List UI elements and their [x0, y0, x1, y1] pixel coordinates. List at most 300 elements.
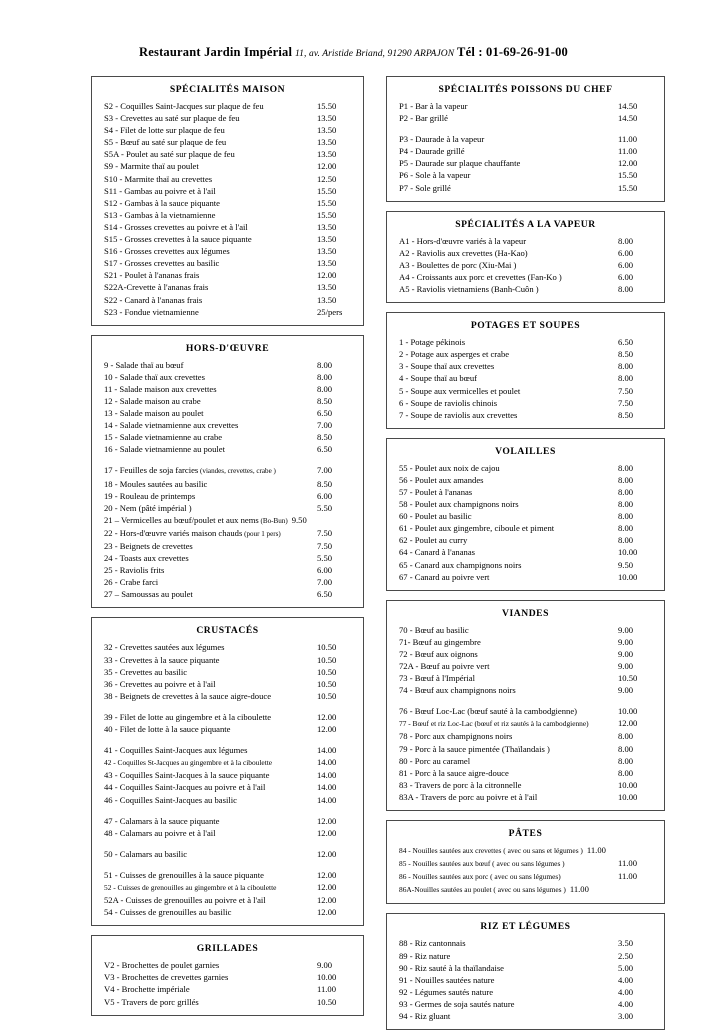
menu-item-price: 10.50: [317, 996, 337, 1007]
menu-item-row: [100, 100, 355, 112]
menu-item-row: [100, 983, 355, 995]
menu-item-price: 15.50: [317, 101, 337, 111]
menu-item-label: 16 - Salade vietnamienne au poulet: [104, 444, 225, 455]
menu-item-row: [395, 100, 656, 112]
menu-item-label: S5A - Poulet au saté sur plaque de feu: [104, 149, 235, 160]
menu-item-label: 18 - Moules sautées au basilic: [104, 478, 208, 489]
menu-item-label: 86 - Nouilles sautées aux porc ( avec ou sans légumes): [399, 872, 561, 882]
menu-item-label: 41 - Coquilles Saint-Jacques aux légumes: [104, 745, 248, 756]
menu-item-row: [395, 779, 656, 791]
menu-item-price: 8.00: [317, 359, 333, 370]
menu-item-row: [395, 112, 656, 124]
menu-item-price: 8.00: [317, 383, 333, 394]
menu-item-label: S17 - Grosses crevettes au basilic: [104, 258, 220, 269]
menu-item-row: [100, 690, 355, 702]
menu-item-price: 9.00: [618, 624, 634, 635]
menu-item-price: 12.00: [317, 869, 337, 880]
menu-item-row: [100, 359, 355, 371]
menu-item-label: 26 - Crabe farci: [104, 577, 159, 588]
menu-item-price: 9.50: [291, 514, 307, 525]
menu-item-price: 10.00: [317, 972, 337, 983]
menu-item-row: [100, 906, 355, 918]
menu-item-price: 8.00: [618, 361, 634, 372]
menu-item-row: [100, 815, 355, 827]
menu-item-price: 8.00: [618, 731, 634, 742]
menu-item-row: [100, 124, 355, 136]
menu-item-row: [395, 360, 656, 372]
menu-item-group: [395, 937, 656, 1022]
menu-item-price: 15.50: [618, 182, 638, 193]
menu-item-name: [395, 730, 612, 742]
menu-item-name: [395, 462, 612, 474]
menu-item-name: [100, 136, 311, 148]
menu-item-price: 8.00: [618, 373, 634, 384]
menu-section-specialites-a-la-vapeur: [386, 211, 665, 303]
menu-item-price: 14.50: [618, 101, 638, 111]
menu-item-name: [395, 360, 612, 372]
menu-item-row: [395, 684, 656, 696]
section-title: GRILLADES: [196, 943, 259, 955]
menu-item-label: 22 - Hors-d'œuvre variés maison chauds: [104, 527, 243, 538]
menu-item-name: [395, 259, 612, 271]
menu-item-name: [100, 906, 311, 918]
menu-item-price: 8.00: [618, 755, 634, 766]
menu-item-row: [395, 636, 656, 648]
menu-item-label: V2 - Brochettes de poulet garnies: [104, 960, 220, 971]
menu-item-group: [395, 462, 656, 583]
menu-item-label: 39 - Filet de lotte au gingembre et à la ciboulette: [104, 711, 272, 722]
menu-item-row: [395, 962, 656, 974]
menu-item-row: [395, 157, 656, 169]
menu-item-price: 13.50: [317, 137, 337, 148]
menu-item-name: [100, 464, 311, 477]
menu-item-row: [395, 870, 656, 883]
menu-item-price: 12.00: [317, 724, 337, 735]
menu-item-row: [395, 271, 656, 283]
menu-item-name: [395, 247, 612, 259]
menu-item-label: 78 - Porc aux champignons noirs: [399, 731, 513, 742]
menu-item-price: 7.50: [317, 527, 333, 538]
menu-item-name: [100, 894, 311, 906]
menu-item-price: 15.50: [317, 209, 337, 220]
menu-item-name: [395, 871, 612, 883]
menu-item-name: [395, 409, 612, 421]
menu-item-name: [100, 794, 311, 806]
menu-item-row: [395, 624, 656, 636]
menu-section-riz-et-legumes: [386, 913, 665, 1030]
menu-item-label: 51 - Cuisses de grenouilles à la sauce piquante: [104, 869, 264, 880]
menu-item-name: [395, 522, 612, 534]
menu-item-name: [100, 294, 311, 306]
menu-item-price: 8.50: [317, 478, 333, 489]
menu-item-row: [100, 552, 355, 564]
menu-item-name: [395, 157, 612, 169]
menu-item-row: [100, 781, 355, 793]
menu-item-label: 44 - Coquilles Saint-Jacques au poivre et à l'ail: [104, 782, 266, 793]
menu-item-row: [395, 182, 656, 194]
menu-item-label: 19 - Rouleau de printemps: [104, 490, 196, 501]
menu-item-price: 6.50: [317, 408, 333, 419]
menu-item-price: 6.50: [317, 589, 333, 600]
menu-item-row: [100, 502, 355, 514]
menu-item-label: S4 - Filet de lotte sur plaque de feu: [104, 125, 225, 136]
menu-item-label: S13 - Gambas à la vietnamienne: [104, 209, 216, 220]
menu-item-price: 3.50: [618, 938, 634, 949]
menu-item-row: [395, 571, 656, 583]
menu-item-row: [100, 306, 355, 318]
menu-item-label: 61 - Poulet aux gingembre, ciboule et piment: [399, 523, 555, 534]
menu-item-label: 36 - Crevettes au poivre et à l'ail: [104, 678, 216, 689]
menu-item-group: [395, 705, 656, 803]
menu-item-name: [395, 858, 612, 870]
menu-item-row: [100, 419, 355, 431]
menu-item-label: S22 - Canard à l'ananas frais: [104, 294, 203, 305]
menu-item-name: [100, 588, 311, 600]
menu-item-price: 14.00: [317, 782, 337, 793]
menu-item-label: A3 - Boulettes de porc (Xiu-Mai ): [399, 259, 517, 270]
menu-item-name: [100, 711, 311, 723]
menu-item-name: [395, 950, 612, 962]
menu-item-label: 83 - Travers de porc à la citronnelle: [399, 779, 522, 790]
menu-item-price: 8.00: [618, 499, 634, 510]
menu-item-label: S12 - Gambas à la sauce piquante: [104, 197, 220, 208]
menu-item-label: 92 - Légumes sautés nature: [399, 986, 494, 997]
menu-item-row: [100, 894, 355, 906]
menu-item-price: 2.50: [618, 950, 634, 961]
menu-item-name: [100, 490, 311, 502]
menu-item-price: 8.00: [317, 371, 333, 382]
menu-item-row: [395, 534, 656, 546]
menu-item-label: P3 - Daurade à la vapeur: [399, 134, 485, 145]
menu-item-row: [100, 269, 355, 281]
menu-item-row: [100, 756, 355, 769]
menu-item-name: [100, 971, 311, 983]
menu-item-name: [395, 937, 612, 949]
menu-item-price: 11.00: [569, 884, 589, 895]
section-title: RIZ ET LÉGUMES: [480, 921, 571, 933]
menu-item-row: [100, 769, 355, 781]
menu-item-row: [100, 959, 355, 971]
menu-item-label: 1 - Potage pékinois: [399, 337, 466, 348]
menu-item-name: [100, 221, 311, 233]
menu-item-name: [395, 112, 612, 124]
menu-item-name: [100, 666, 311, 678]
menu-item-price: 7.00: [317, 577, 333, 588]
menu-item-label: 58 - Poulet aux champignons noirs: [399, 499, 519, 510]
menu-item-name: [100, 848, 311, 860]
menu-item-price: 8.00: [618, 474, 634, 485]
menu-item-row: [100, 641, 355, 653]
menu-item-price: 15.50: [317, 185, 337, 196]
menu-item-row: [100, 564, 355, 576]
menu-item-row: [100, 281, 355, 293]
menu-item-label: 55 - Poulet aux noix de cajou: [399, 462, 500, 473]
menu-item-price: 6.50: [317, 444, 333, 455]
menu-item-name: [100, 269, 311, 281]
menu-item-label: A1 - Hors-d'œuvre variés à la vapeur: [399, 235, 527, 246]
menu-item-price: 8.00: [618, 767, 634, 778]
menu-item-row: [100, 478, 355, 490]
menu-item-price: 13.50: [317, 234, 337, 245]
menu-item-row: [100, 431, 355, 443]
menu-item-price: 10.00: [618, 779, 638, 790]
menu-item-row: [100, 464, 355, 477]
menu-item-name: [395, 100, 612, 112]
menu-item-group: [100, 848, 355, 860]
menu-item-price: 4.00: [618, 986, 634, 997]
menu-item-name: [395, 145, 612, 157]
menu-item-price: 7.50: [618, 385, 634, 396]
menu-item-name: [100, 281, 311, 293]
menu-item-row: [395, 937, 656, 949]
menu-item-price: 8.50: [618, 349, 634, 360]
menu-item-label: 72A - Bœuf au poivre vert: [399, 661, 490, 671]
menu-item-row: [100, 173, 355, 185]
menu-item-label: 70 - Bœuf au basilic: [399, 624, 469, 635]
menu-item-group: [395, 336, 656, 421]
menu-item-name: [395, 672, 612, 684]
menu-item-row: [100, 794, 355, 806]
menu-item-row: [395, 755, 656, 767]
menu-item-price: 13.50: [317, 113, 337, 124]
menu-item-label: A2 - Raviolis aux crevettes (Ha-Kao): [399, 247, 528, 258]
menu-item-row: [395, 974, 656, 986]
menu-item-label: 80 - Porc au caramel: [399, 755, 471, 766]
menu-section-pates: [386, 820, 665, 904]
section-title: SPÉCIALITÉS POISSONS DU CHEF: [438, 84, 613, 95]
menu-item-label: 83A - Travers de porc au poivre et à l'ail: [399, 791, 538, 802]
menu-item-label: 14 - Salade vietnamienne aux crevettes: [104, 420, 239, 431]
menu-item-label: 60 - Poulet au basilic: [399, 511, 472, 522]
menu-item-name: [395, 559, 612, 571]
menu-item-price: 12.00: [317, 711, 337, 722]
menu-item-note: (Bo-Bun): [258, 516, 288, 525]
menu-item-label: 94 - Riz gluant: [399, 1010, 451, 1021]
menu-item-price: 14.00: [317, 745, 337, 756]
menu-item-name: [395, 779, 612, 791]
menu-item-label: 15 - Salade vietnamienne au crabe: [104, 432, 223, 443]
menu-item-name: [395, 791, 612, 803]
menu-item-group: [100, 359, 355, 456]
menu-item-row: [395, 348, 656, 360]
menu-section-potages-et-soupes: [386, 312, 665, 429]
menu-item-row: [100, 294, 355, 306]
menu-item-row: [395, 385, 656, 397]
menu-item-group: [100, 815, 355, 839]
menu-item-label: 24 - Toasts aux crevettes: [104, 553, 189, 564]
menu-item-price: 12.00: [317, 907, 337, 918]
menu-item-row: [100, 383, 355, 395]
menu-item-label: 43 - Coquilles Saint-Jacques à la sauce piquante: [104, 770, 270, 781]
menu-item-name: [100, 371, 311, 383]
menu-item-name: [395, 372, 612, 384]
menu-item-name: [100, 197, 311, 209]
menu-item-name: [395, 624, 612, 636]
menu-item-label: 91 - Nouilles sautées nature: [399, 974, 495, 985]
menu-item-row: [100, 407, 355, 419]
menu-item-price: 11.00: [586, 845, 606, 856]
menu-item-label: 71- Bœuf au gingembre: [399, 636, 481, 647]
menu-item-name: [100, 781, 311, 793]
menu-item-row: [100, 221, 355, 233]
menu-item-label: 47 - Calamars à la sauce piquante: [104, 815, 220, 826]
menu-item-label: 46 - Coquilles Saint-Jacques au basilic: [104, 794, 237, 805]
menu-item-name: [100, 564, 311, 576]
menu-item-label: 10 - Salade thaï aux crevettes: [104, 371, 205, 382]
menu-item-name: [395, 348, 612, 360]
menu-item-label: 67 - Canard au poivre vert: [399, 571, 490, 582]
menu-item-row: [395, 409, 656, 421]
menu-item-label: 11 - Salade maison aux crevettes: [104, 383, 217, 394]
menu-item-label: 13 - Salade maison au poulet: [104, 408, 204, 419]
menu-item-price: 3.00: [618, 1010, 634, 1021]
menu-item-price: 12.00: [317, 161, 337, 172]
menu-item-label: V5 - Travers de porc grillés: [104, 996, 199, 1007]
menu-item-name: [100, 209, 311, 221]
menu-item-label: S22A-Crevette à l'ananas frais: [104, 282, 209, 293]
menu-item-price: 6.50: [618, 337, 634, 348]
menu-item-name: [100, 395, 311, 407]
menu-item-name: [395, 474, 612, 486]
menu-item-label: 17 - Feuilles de soja farcies: [104, 465, 199, 476]
menu-item-label: 52A - Cuisses de grenouilles au poivre et à l'ail: [104, 895, 266, 906]
menu-item-name: [100, 478, 311, 490]
menu-item-label: 7 - Soupe de raviolis aux crevettes: [399, 409, 518, 420]
menu-item-label: 48 - Calamars au poivre et à l'ail: [104, 827, 216, 838]
menu-item-name: [395, 986, 612, 998]
menu-item-row: [100, 540, 355, 552]
menu-item-label: 65 - Canard aux champignons noirs: [399, 559, 522, 570]
menu-item-label: 38 - Beignets de crevettes à la sauce aigre-douce: [104, 690, 272, 701]
menu-item-price: 12.50: [317, 173, 337, 184]
menu-item-label: 62 - Poulet au curry: [399, 535, 468, 546]
menu-item-row: [395, 883, 656, 896]
menu-item-group: [395, 624, 656, 697]
menu-item-name: [395, 498, 612, 510]
menu-item-price: 8.00: [618, 511, 634, 522]
menu-item-row: [100, 136, 355, 148]
menu-item-name: [100, 654, 311, 666]
menu-section-hors-d-uvre: [91, 335, 364, 609]
menu-item-group: [100, 641, 355, 701]
menu-item-name: [100, 148, 311, 160]
menu-item-price: 9.00: [618, 636, 634, 647]
menu-item-note: (pour 1 pers): [242, 529, 281, 538]
menu-item-row: [100, 245, 355, 257]
menu-item-price: 13.50: [317, 125, 337, 136]
menu-item-name: [100, 827, 311, 839]
menu-item-price: 11.00: [618, 871, 638, 882]
menu-header: [0, 0, 707, 60]
menu-item-price: 6.00: [618, 259, 634, 270]
menu-item-name: [100, 723, 311, 735]
menu-item-row: [395, 510, 656, 522]
menu-item-name: [100, 245, 311, 257]
menu-columns: [0, 76, 707, 1030]
menu-item-row: [395, 986, 656, 998]
menu-item-row: [100, 197, 355, 209]
menu-item-price: 10.00: [618, 706, 638, 717]
menu-item-name: [395, 884, 566, 896]
menu-item-name: [395, 510, 612, 522]
menu-item-name: [100, 359, 311, 371]
menu-item-label: 81 - Porc à la sauce aigre-douce: [399, 767, 509, 778]
menu-item-name: [100, 527, 311, 540]
menu-item-name: [100, 996, 311, 1008]
menu-item-price: 14.00: [317, 757, 337, 768]
menu-item-price: 12.00: [618, 158, 638, 169]
menu-item-price: 10.50: [317, 654, 337, 665]
menu-item-name: [395, 974, 612, 986]
menu-item-name: [100, 882, 311, 894]
menu-item-name: [395, 336, 612, 348]
menu-item-price: 5.50: [317, 502, 333, 513]
menu-item-row: [395, 559, 656, 571]
menu-item-price: 11.00: [317, 984, 337, 995]
menu-item-label: S10 - Marmite thaï au crevettes: [104, 173, 213, 184]
menu-item-price: 14.00: [317, 770, 337, 781]
menu-item-label: 3 - Soupe thaï aux crevettes: [399, 361, 495, 372]
section-title: CRUSTACÉS: [196, 625, 259, 637]
menu-item-name: [100, 407, 311, 419]
menu-item-row: [100, 869, 355, 881]
menu-item-name: [100, 514, 288, 527]
menu-item-name: [100, 100, 311, 112]
menu-item-name: [395, 169, 612, 181]
menu-item-price: 7.50: [618, 397, 634, 408]
menu-item-label: V4 - Brochette impériale: [104, 984, 190, 995]
section-title: VOLAILLES: [495, 445, 556, 457]
menu-item-label: 40 - Filet de lotte à la sauce piquante: [104, 724, 231, 735]
menu-item-row: [395, 486, 656, 498]
menu-section-specialites-poissons-du-chef: [386, 76, 665, 202]
menu-item-price: 13.50: [317, 282, 337, 293]
menu-item-row: [100, 257, 355, 269]
menu-item-label: 52 - Cuisses de grenouilles au gingembre et à la ciboulette: [104, 882, 277, 892]
menu-item-price: 8.00: [618, 284, 634, 295]
menu-item-name: [100, 502, 311, 514]
menu-item-label: 20 - Nem (pâté impérial ): [104, 502, 192, 513]
menu-item-group: [395, 100, 656, 124]
menu-item-price: 8.50: [317, 395, 333, 406]
menu-item-group: [100, 869, 355, 918]
menu-item-note: (viandes, crevettes, crabe ): [198, 467, 276, 476]
menu-item-row: [100, 395, 355, 407]
menu-item-price: 9.00: [618, 685, 634, 696]
menu-item-price: 7.50: [317, 541, 333, 551]
menu-item-price: 10.00: [618, 547, 638, 558]
section-title: POTAGES ET SOUPES: [470, 320, 581, 332]
menu-item-row: [100, 443, 355, 455]
menu-item-row: [395, 474, 656, 486]
menu-item-label: S3 - Crevettes au saté sur plaque de feu: [104, 113, 240, 124]
menu-item-name: [100, 173, 311, 185]
menu-item-price: 13.50: [317, 149, 337, 160]
menu-item-name: [395, 705, 612, 717]
menu-section-viandes: [386, 600, 665, 811]
menu-item-price: 6.00: [317, 490, 333, 501]
menu-item-name: [395, 534, 612, 546]
menu-item-row: [395, 522, 656, 534]
section-title: VIANDES: [501, 607, 550, 619]
menu-item-row: [100, 971, 355, 983]
section-title: PÂTES: [508, 828, 543, 840]
menu-item-name: [100, 124, 311, 136]
menu-item-row: [100, 996, 355, 1008]
menu-item-price: 11.00: [618, 134, 638, 145]
menu-item-price: 12.00: [317, 881, 337, 892]
menu-item-row: [100, 678, 355, 690]
